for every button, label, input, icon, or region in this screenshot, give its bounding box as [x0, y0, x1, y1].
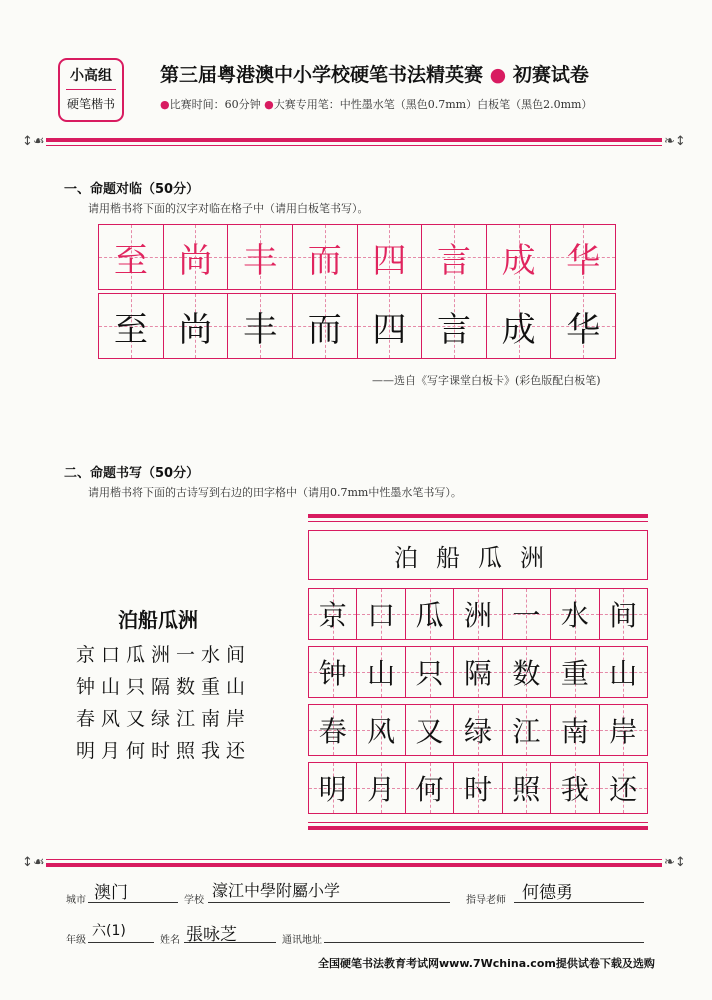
- model-char: 尚: [178, 240, 213, 281]
- section1-instruction: 请用楷书将下面的汉字对临在格子中（请用白板笔书写）。: [88, 202, 369, 215]
- model-cell: [487, 225, 552, 289]
- answer-cell: [357, 763, 405, 813]
- answer-char: 水: [560, 599, 589, 632]
- answer-cell: [503, 763, 551, 813]
- title-bullet: ●: [489, 64, 507, 86]
- answer-char: 只: [415, 657, 444, 690]
- answer-cell: [551, 705, 599, 755]
- model-char: 丰: [243, 240, 278, 281]
- badge-category-label: 硬笔楷书: [66, 97, 115, 111]
- answer-char: 何: [415, 773, 444, 806]
- answer-char: 数: [512, 657, 541, 690]
- address-label: 通讯地址: [282, 935, 322, 946]
- answer-title: 泊船瓜洲: [394, 543, 562, 572]
- answer-char: 岸: [609, 715, 638, 748]
- answer-cell: [454, 705, 502, 755]
- poem-title: 泊船瓜洲: [118, 608, 198, 632]
- copy-cell: [228, 294, 293, 358]
- poem-line-2: 钟山只隔数重山: [76, 676, 252, 698]
- answer-cell: [551, 589, 599, 639]
- model-char: 至: [113, 240, 148, 281]
- copy-cell: [358, 294, 423, 358]
- answer-char: 山: [367, 657, 396, 690]
- copy-cell: [422, 294, 487, 358]
- city-label: 城市: [66, 895, 86, 906]
- poem-line-4: 明月何时照我还: [76, 740, 252, 762]
- answer-bottom-rule: [308, 826, 648, 830]
- answer-char: 江: [512, 715, 541, 748]
- answer-cell: [406, 763, 454, 813]
- exam-title: [160, 60, 589, 87]
- copy-char: 尚: [178, 309, 213, 350]
- ornament-left-top: ↕☙: [22, 134, 45, 149]
- answer-char: 口: [367, 599, 396, 632]
- model-char: 而: [307, 240, 342, 281]
- answer-char: 京: [318, 599, 347, 632]
- copy-cell: [164, 294, 229, 358]
- section1-heading: 一、命题对临（50分）: [64, 182, 200, 197]
- poem-line-3: 春风又绿江南岸: [76, 708, 252, 730]
- answer-cell: [551, 763, 599, 813]
- answer-cell: [309, 647, 357, 697]
- answer-title-box: [308, 530, 648, 580]
- header-divider: [46, 138, 662, 142]
- answer-char: 瓜: [415, 599, 444, 632]
- name-label: 姓名: [160, 935, 180, 946]
- answer-cell: [551, 647, 599, 697]
- answer-row: [308, 646, 648, 698]
- model-cell: [164, 225, 229, 289]
- answer-char: 明: [318, 773, 347, 806]
- answer-grid: [308, 588, 648, 816]
- answer-char: 钟: [318, 657, 347, 690]
- info-bullet-1: ●: [160, 98, 170, 111]
- answer-cell: [600, 589, 647, 639]
- answer-cell: [454, 647, 502, 697]
- answer-cell: [600, 763, 647, 813]
- answer-char: 重: [560, 657, 589, 690]
- answer-cell: [503, 589, 551, 639]
- answer-top-rule: [308, 514, 648, 518]
- answer-cell: [406, 647, 454, 697]
- answer-char: 我: [560, 773, 589, 806]
- answer-cell: [503, 647, 551, 697]
- answer-cell: [357, 705, 405, 755]
- answer-cell: [309, 589, 357, 639]
- answer-cell: [454, 763, 502, 813]
- answer-char: 间: [609, 599, 638, 632]
- answer-char: 月: [367, 773, 396, 806]
- answer-cell: [454, 589, 502, 639]
- copy-char: 丰: [243, 309, 278, 350]
- grade-label: 年级: [66, 935, 86, 946]
- answer-char: 一: [512, 599, 541, 632]
- model-cell: [358, 225, 423, 289]
- info-bullet-2: ●: [264, 98, 274, 111]
- answer-char: 风: [367, 715, 396, 748]
- model-cell: [293, 225, 358, 289]
- copy-char: 成: [501, 309, 536, 350]
- answer-cell: [406, 589, 454, 639]
- answer-cell: [600, 705, 647, 755]
- model-cell: [551, 225, 615, 289]
- answer-row: [308, 762, 648, 814]
- exam-info: [160, 96, 592, 112]
- badge-group-label: 小高组: [70, 68, 112, 84]
- section2-instruction: 请用楷书将下面的古诗写到右边的田字格中（请用0.7mm中性墨水笔书写）。: [88, 486, 462, 499]
- model-cell: [99, 225, 164, 289]
- answer-char: 又: [415, 715, 444, 748]
- exam-title-sub: 初赛试卷: [512, 64, 589, 86]
- answer-cell: [357, 589, 405, 639]
- grade-value: 六(1): [92, 923, 126, 939]
- teacher-field[interactable]: [514, 878, 644, 903]
- site-note: 全国硬笔书法教育考试网www.7Wchina.com提供试卷下载及选购: [318, 957, 655, 970]
- model-cell: [228, 225, 293, 289]
- group-badge: [58, 58, 124, 122]
- school-field[interactable]: [208, 878, 450, 903]
- footer-divider-thin: [46, 859, 662, 860]
- copy-cell: [293, 294, 358, 358]
- source-credit: ——选自《写字课堂白板卡》(彩色版配白板笔): [372, 374, 601, 387]
- ornament-left-bottom: ↕☙: [22, 855, 45, 870]
- model-char: 言: [436, 240, 471, 281]
- answer-row: [308, 704, 648, 756]
- teacher-label: 指导老师: [466, 895, 506, 906]
- model-cell: [422, 225, 487, 289]
- name-value: 張咏芝: [186, 925, 237, 945]
- ornament-right-top: ❧↕: [664, 134, 686, 149]
- footer-divider: [46, 863, 662, 867]
- copy-cell: [487, 294, 552, 358]
- teacher-value: 何德勇: [522, 883, 573, 903]
- answer-char: 照: [512, 773, 541, 806]
- answer-cell: [309, 763, 357, 813]
- answer-top-rule-thin: [308, 521, 648, 522]
- answer-char: 时: [463, 773, 492, 806]
- answer-cell: [309, 705, 357, 755]
- ornament-right-bottom: ❧↕: [664, 855, 686, 870]
- answer-cell: [503, 705, 551, 755]
- copy-char-row: [98, 293, 616, 359]
- answer-char: 还: [609, 773, 638, 806]
- exam-title-main: 第三届粤港澳中小学校硬笔书法精英赛: [160, 64, 484, 86]
- copy-char: 华: [566, 309, 601, 350]
- answer-cell: [600, 647, 647, 697]
- grade-field[interactable]: [88, 920, 154, 943]
- answer-cell: [357, 647, 405, 697]
- copy-char: 至: [113, 309, 148, 350]
- copy-char: 言: [436, 309, 471, 350]
- answer-char: 洲: [463, 599, 492, 632]
- copy-char: 而: [307, 309, 342, 350]
- city-field[interactable]: [88, 878, 178, 903]
- city-value: 澳门: [94, 883, 128, 903]
- school-label: 学校: [184, 895, 204, 906]
- address-field[interactable]: [324, 920, 644, 943]
- model-char: 四: [372, 240, 407, 281]
- answer-char: 春: [318, 715, 347, 748]
- poem-line-1: 京口瓜洲一水间: [76, 644, 252, 666]
- school-value: 濠江中學附屬小学: [212, 881, 341, 900]
- model-char: 成: [501, 240, 536, 281]
- name-field[interactable]: [184, 920, 276, 943]
- copy-cell: [99, 294, 164, 358]
- exam-pens: 大赛专用笔：中性墨水笔（黑色0.7mm）白板笔（黑色2.0mm）: [273, 98, 593, 111]
- answer-char: 隔: [463, 657, 492, 690]
- section2-heading: 二、命题书写（50分）: [64, 466, 200, 481]
- answer-char: 绿: [463, 715, 492, 748]
- model-char-row: [98, 224, 616, 290]
- answer-char: 山: [609, 657, 638, 690]
- header-divider-thin: [46, 145, 662, 146]
- answer-row: [308, 588, 648, 640]
- copy-char: 四: [372, 309, 407, 350]
- answer-cell: [406, 705, 454, 755]
- exam-time: 比赛时间：60分钟: [169, 98, 261, 111]
- copy-cell: [551, 294, 615, 358]
- answer-char: 南: [560, 715, 589, 748]
- model-char: 华: [566, 240, 601, 281]
- answer-bottom-rule-thin: [308, 822, 648, 823]
